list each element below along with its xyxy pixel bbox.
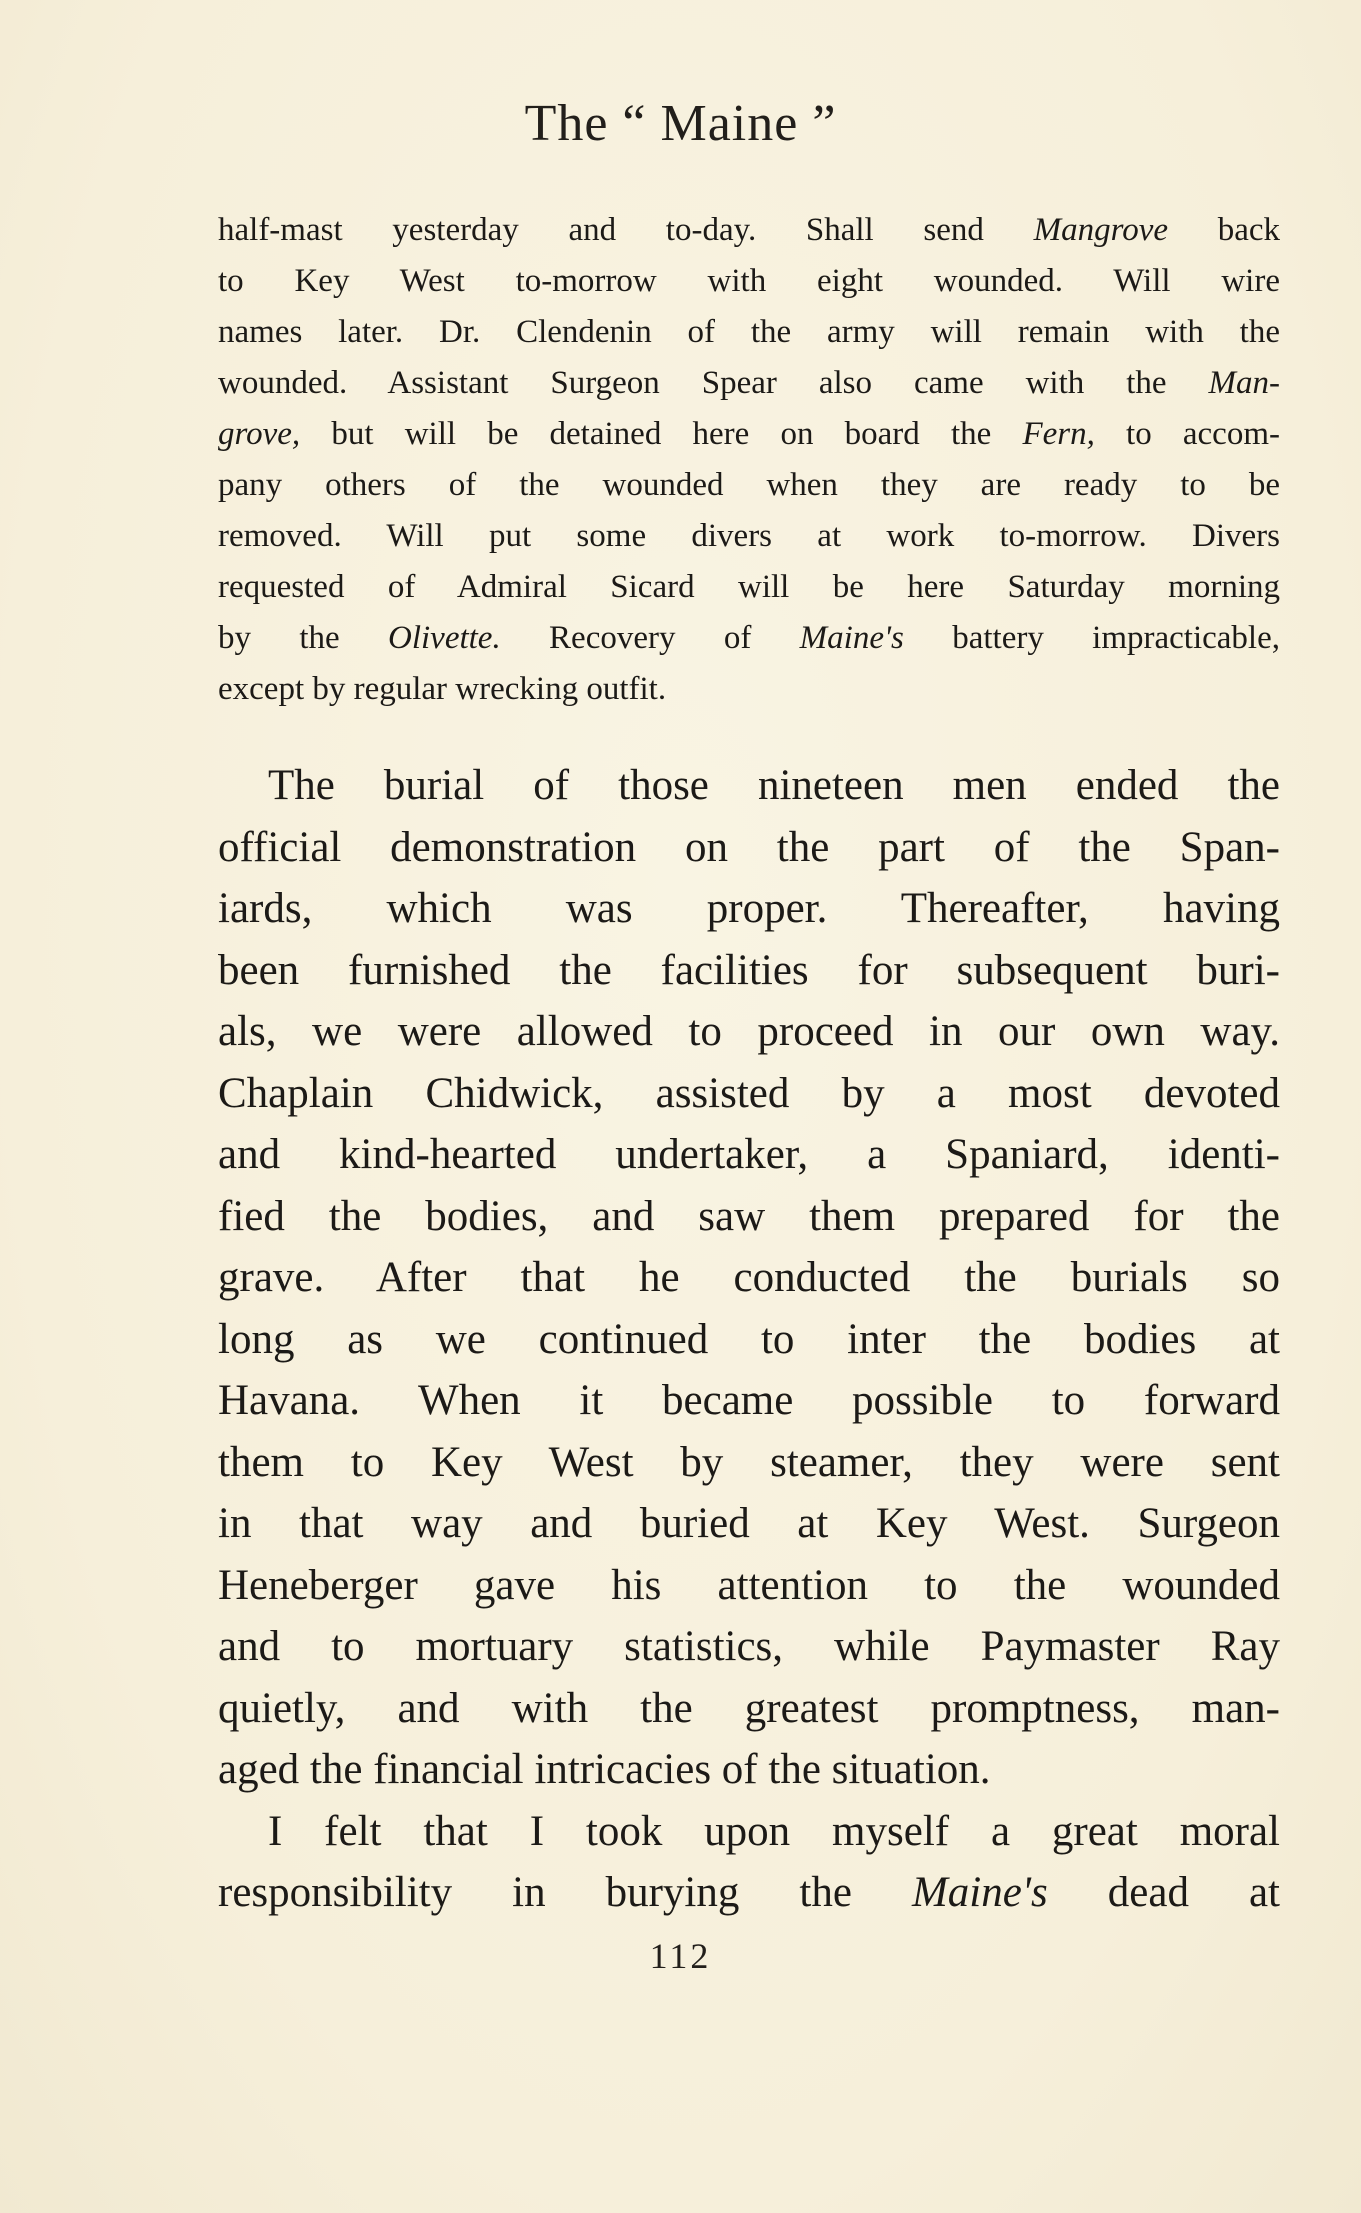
text-run: aged the financial intricacies of the situation. bbox=[218, 1746, 991, 1793]
text-run: grave. After that he conducted the burials so bbox=[218, 1254, 1280, 1301]
body-line bbox=[218, 1678, 1280, 1740]
dispatch-line bbox=[218, 307, 1280, 358]
body-line bbox=[218, 1739, 1280, 1801]
text-run: The burial of those nineteen men ended the bbox=[268, 762, 1280, 809]
text-run: Havana. When it became possible to forward bbox=[218, 1377, 1280, 1424]
body-line bbox=[218, 1616, 1280, 1678]
text-run: requested of Admiral Sicard will be here Saturday morning bbox=[218, 569, 1280, 605]
text-run: responsibility in burying the bbox=[218, 1869, 912, 1916]
italic-text: grove, bbox=[218, 416, 301, 452]
body-line bbox=[218, 1186, 1280, 1248]
text-run: official demonstration on the part of the Span- bbox=[218, 823, 1280, 871]
text-run: names later. Dr. Clendenin of the army will remain with the bbox=[218, 314, 1280, 350]
body-line bbox=[218, 940, 1280, 1002]
text-run: except by regular wrecking outfit. bbox=[218, 671, 667, 707]
dispatch-line bbox=[218, 562, 1280, 613]
italic-text: Maine's bbox=[799, 620, 904, 656]
dispatch-line bbox=[218, 460, 1280, 511]
body-line bbox=[218, 1432, 1280, 1494]
body-line bbox=[218, 1370, 1280, 1432]
dispatch-telegram-text bbox=[218, 205, 1280, 715]
dispatch-line bbox=[218, 358, 1280, 409]
text-run: dead at bbox=[1047, 1869, 1280, 1916]
body-line bbox=[218, 1555, 1280, 1617]
text-run: quietly, and with the greatest promptness, man- bbox=[218, 1684, 1280, 1732]
text-run: I felt that I took upon myself a great moral bbox=[268, 1807, 1280, 1855]
text-run: wounded. Assistant Surgeon Spear also came with the bbox=[218, 365, 1209, 401]
text-run: Recovery of bbox=[500, 620, 800, 656]
text-run: in that way and buried at Key West. Surgeon bbox=[218, 1500, 1280, 1547]
italic-text: Olivette. bbox=[388, 620, 501, 656]
dispatch-line bbox=[218, 205, 1280, 256]
page-number: 112 bbox=[649, 1936, 712, 1976]
text-run: Chaplain Chidwick, assisted by a most devoted bbox=[218, 1069, 1280, 1117]
text-run: to Key West to-morrow with eight wounded. Will wire bbox=[218, 263, 1280, 299]
body-line bbox=[218, 1801, 1280, 1863]
text-run: been furnished the facilities for subsequent buri- bbox=[218, 946, 1280, 994]
italic-text: Man- bbox=[1208, 365, 1280, 401]
text-run: removed. Will put some divers at work to-morrow. Divers bbox=[218, 518, 1280, 554]
text-run: Heneberger gave his attention to the wounded bbox=[218, 1561, 1280, 1609]
body-line bbox=[218, 1247, 1280, 1309]
text-run: by the bbox=[218, 620, 388, 656]
body-line bbox=[218, 1063, 1280, 1125]
text-run: them to Key West by steamer, they were sent bbox=[218, 1438, 1280, 1486]
dispatch-line bbox=[218, 256, 1280, 307]
text-run: back bbox=[1168, 212, 1281, 248]
body-paragraphs bbox=[218, 755, 1280, 1924]
text-run: and kind-hearted undertaker, a Spaniard, identi- bbox=[218, 1131, 1280, 1178]
body-line bbox=[218, 878, 1280, 940]
running-head: The “ Maine ” bbox=[524, 95, 837, 152]
italic-text: Fern, bbox=[1022, 416, 1095, 452]
dispatch-line bbox=[218, 664, 1280, 715]
text-run: als, we were allowed to proceed in our own way. bbox=[218, 1008, 1280, 1055]
italic-text: Maine's bbox=[911, 1869, 1048, 1916]
text-run: but will be detained here on board the bbox=[300, 416, 1023, 452]
body-line bbox=[218, 1493, 1280, 1555]
dispatch-line bbox=[218, 409, 1280, 460]
body-line bbox=[218, 1124, 1280, 1186]
body-line bbox=[218, 1001, 1280, 1063]
dispatch-line bbox=[218, 613, 1280, 664]
text-run: pany others of the wounded when they are ready to be bbox=[218, 467, 1280, 503]
body-line bbox=[218, 755, 1280, 817]
body-line bbox=[218, 817, 1280, 879]
text-run: long as we continued to inter the bodies at bbox=[218, 1315, 1280, 1363]
body-line bbox=[218, 1309, 1280, 1371]
text-run: iards, which was proper. Thereafter, having bbox=[218, 885, 1280, 932]
text-run: to accom- bbox=[1094, 416, 1280, 452]
text-run: half-mast yesterday and to-day. Shall send bbox=[218, 212, 1034, 248]
italic-text: Mangrove bbox=[1033, 212, 1169, 248]
dispatch-line bbox=[218, 511, 1280, 562]
text-run: fied the bodies, and saw them prepared for the bbox=[218, 1192, 1280, 1240]
body-line bbox=[218, 1862, 1280, 1924]
text-run: battery impracticable, bbox=[903, 620, 1280, 656]
text-run: and to mortuary statistics, while Paymaster Ray bbox=[218, 1623, 1280, 1670]
